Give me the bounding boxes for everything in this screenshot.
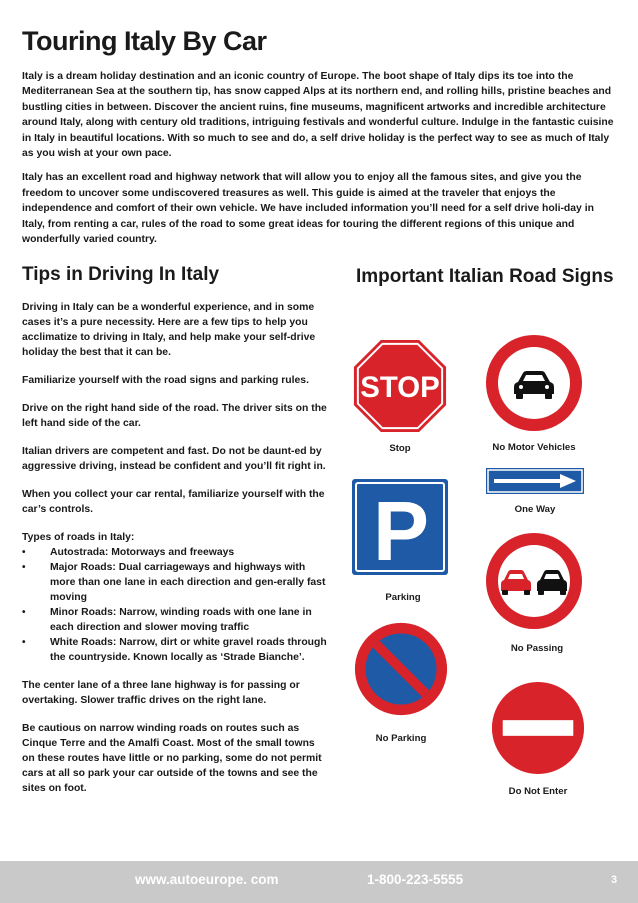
sign-caption-no-passing: No Passing: [510, 643, 564, 654]
footer-website-link[interactable]: www.autoeurope. com: [135, 872, 279, 887]
one-way-arrow-icon: [486, 468, 584, 494]
stop-sign-text: STOP: [360, 370, 440, 404]
tips-paragraph: Be cautious on narrow winding roads on routes such as Cinque Terre and the Amalfi Coast. Most of the small towns on these routes have little or no parking, some do not permit cars at all so park your car outside of the towns and see the sites on foot.: [22, 723, 322, 794]
sign-caption-do-not-enter: Do Not Enter: [508, 786, 568, 797]
road-types-intro: Types of roads in Italy:: [22, 532, 135, 543]
intro-paragraph: Italy has an excellent road and highway network that will allow you to enjoy all the famous sites, and give you the freedom to uncover some undiscovered treasures as well. This guide is aimed at the traveler that enjoys the independence and comfort of their own vehicle. We have included information you’ll need for a self drive holi-day in Italy, from renting a car, rules of the road to some great ideas for touring the different regions of this unique and wonderfully varied country.: [22, 172, 594, 246]
footer-phone: 1-800-223-5555: [367, 872, 464, 887]
intro-paragraph: Italy is a dream holiday destination and an iconic country of Europe. The boot shape of Italy dips its toe into the Mediterranean Sea at the southern tip, has snow capped Alps at its northern end, and rolling hills, pristine beaches and bustling cities in between. Discover the ancient ruins, fine museums, magnificent artworks and incredible architecture around Italy, along with century old traditions, intriguing festivals and wonderful culture. Indulge in the fantastic cuisine in Italy in beautiful locations. With so much to see and do, a self drive holiday is the perfect way to see as much of Italy as you wish at your own pace.: [22, 71, 614, 160]
tips-heading: Tips in Driving In Italy: [22, 264, 220, 285]
intro-section: [22, 69, 618, 256]
parking-sign-text: P: [372, 484, 430, 575]
tips-paragraph: The center lane of a three lane highway is for passing or overtaking. Slower traffic drives on the right lane.: [22, 680, 300, 706]
page-footer: [0, 861, 638, 903]
sign-caption-parking: Parking: [385, 592, 421, 603]
tips-paragraph: Italian drivers are competent and fast. Do not be daunt-ed by aggressive driving, instead be confident and you’ll fit right in.: [22, 446, 326, 472]
sign-caption-no-motor-vehicles: No Motor Vehicles: [492, 442, 576, 453]
page-title: Touring Italy By Car: [22, 26, 267, 56]
no-motor-vehicles-icon: [484, 333, 584, 433]
do-not-enter-icon: [489, 679, 587, 777]
sign-caption-stop: Stop: [389, 443, 411, 454]
no-parking-icon: [353, 621, 449, 717]
sign-caption-one-way: One Way: [514, 504, 556, 515]
page-number: 3: [611, 874, 618, 886]
tips-paragraph: Drive on the right hand side of the road. The driver sits on the left hand side of the car.: [22, 403, 327, 429]
signs-heading: Important Italian Road Signs: [356, 266, 614, 287]
tips-paragraph: When you collect your car rental, familiarize yourself with the car’s controls.: [22, 489, 325, 515]
parking-sign-icon: [352, 479, 448, 575]
list-item: • Major Roads: Dual carriageways and highways with more than one lane in each direction and gen-erally fast moving: [22, 560, 327, 605]
sign-caption-no-parking: No Parking: [375, 733, 427, 744]
no-passing-icon: [484, 531, 584, 631]
list-item: • White Roads: Narrow, dirt or white gravel roads through the countryside. Known locally as ‘Strade Bianche’.: [22, 635, 327, 665]
tips-paragraph: Driving in Italy can be a wonderful experience, and in some cases it’s a pure necessity. Here are a few tips to help you acclimatize to driving in Italy, and help make your self-drive holiday the best that it can be.: [22, 302, 316, 358]
list-item: • Autostrada: Motorways and freeways: [22, 545, 327, 560]
road-types-list: [22, 545, 327, 665]
stop-sign-icon: [351, 337, 449, 435]
tips-paragraph: Familiarize yourself with the road signs and parking rules.: [22, 375, 309, 386]
list-item: • Minor Roads: Narrow, winding roads with one lane in each direction and slower moving traffic: [22, 605, 327, 635]
tips-section: [22, 264, 327, 809]
